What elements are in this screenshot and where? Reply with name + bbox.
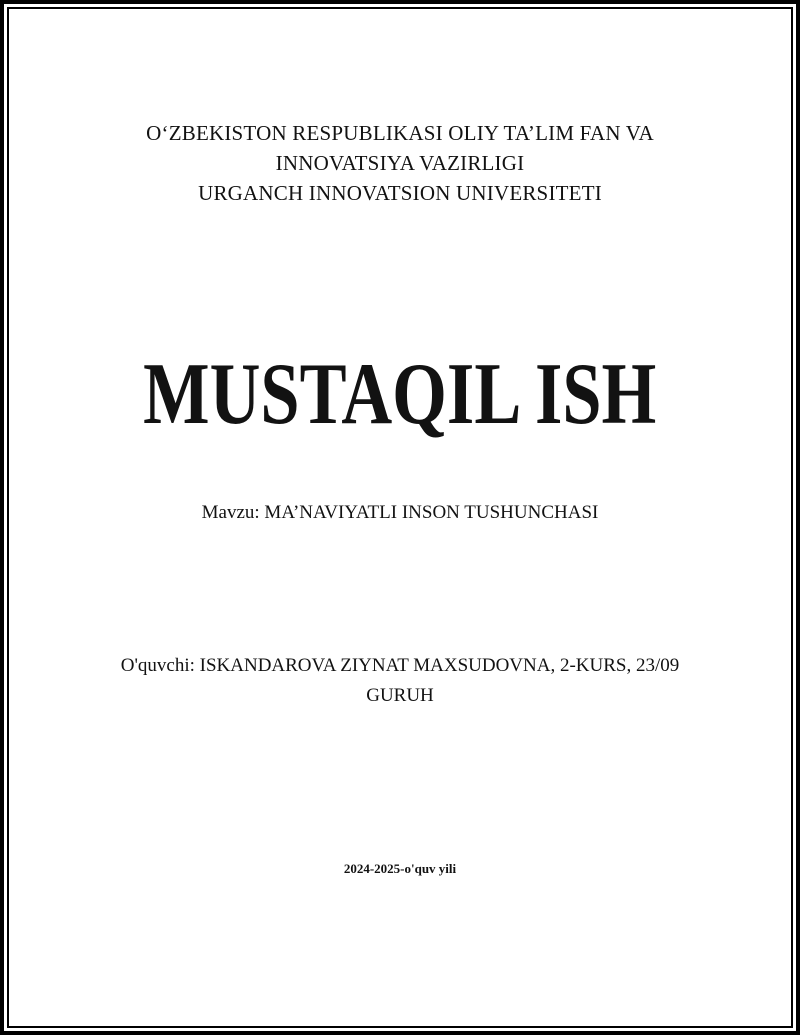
page-inner-border <box>7 7 793 1028</box>
student-line-2: GURUH <box>366 685 434 706</box>
academic-year: 2024-2025-o'quv yili <box>343 861 457 876</box>
header-line-1: OʻZBEKISTON RESPUBLIKASI OLIY TA’LIM FAN VA <box>146 121 654 145</box>
student-info <box>9 651 791 711</box>
student-line-1: O'quvchi: ISKANDAROVA ZIYNAT MAXSUDOVNA, 2-KURS, 23/09 <box>120 655 680 676</box>
topic-line: Mavzu: MA’NAVIYATLI INSON TUSHUNCHASI <box>201 502 599 523</box>
document-title <box>9 346 791 443</box>
header-line-3: URGANCH INNOVATSION UNIVERSITETI <box>198 181 602 205</box>
header-line-2: INNOVATSIYA VAZIRLIGI <box>275 151 525 175</box>
document-title-text: MUSTAQIL ISH <box>143 346 657 443</box>
ministry-header <box>9 118 791 208</box>
